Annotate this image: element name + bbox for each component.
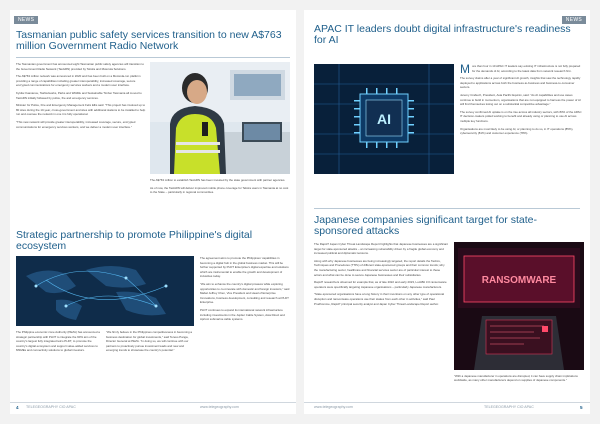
digital-world-map-image [16, 256, 194, 326]
article-body-philippines-col2: "We firmly believe in the Philippines competitiveness in becoming a business destination for global investments," said Tereso Panga, Director General at PEZA. "In doing so, we will continue with our partners to proactively pursue investment leads and new and emerging trends to showcase the country's potential." [106, 330, 192, 353]
dropcap: M [460, 64, 470, 76]
divider [16, 57, 290, 58]
page-footer [10, 402, 296, 410]
publication-name: TELEGEOGRAPHY CIO APAC [26, 405, 76, 409]
article-headline-tasmania: Tasmanian public safety services transition to new A$763 million Government Radio Network [16, 29, 282, 53]
photo-digital-map [16, 256, 194, 326]
article-body-japan: The Rapid7 Japan Cyber Threat Landscape Report highlights that Japanese businesses are a significant target for state-sponsored attacks – an increasing vulnerability driven by a fragile global economy and increased political and diplomatic tensions. Along with why Japanese businesses are being increasingly targeted, the report details the Tactics, Techniques and Procedures (TTPs) of different state-sponsored groups and their common trends; why the manufacturing sector, healthcare and financial services sector are of particular interest to these actors and what can be done to secure Japanese businesses and their subsidiaries. Rapid7 researchers observed for example that, as of late 2022 and early 2023, LockBit 3.0 ransomware operators were specifically targeting Japanese organisations – particularly Japanese manufacturers. "State-sponsored organisations have a long history in their inventions on any other type of operational disruption and ransomware operations use their stakes from each other in activities," said Paul Prudhomme, Rapid7 principal security analyst and Japan Cyber Threat Landscape Report author. [314, 242, 448, 306]
page-number: 4 [16, 405, 19, 410]
page-number: 5 [580, 405, 583, 410]
section-tag: NEWS [14, 16, 38, 24]
article-body-philippines-col1: The Philippine economic zone Authority (PEZA) has announced a strategic partnership with PLDT to integrate the 90% aim of the country's largest fully integrated telco PLDT, to promote the country's digital ecosystem and support value-added services to MSMEs and connectivity solutions to global investors. [16, 330, 100, 353]
ransomware-image [454, 242, 584, 370]
ransomware-label: RANSOMWARE [481, 275, 557, 286]
article-body-tasmania-col1: The Tasmanian government has announced eight Tasmanian public safety agencies will transition to the Government Radio Network (TasGRN) provided by Telstra and Motorola Solutions. The A$763 million network was announced in 2020 and has been built on a Motorola-run platform providing a range of capabilities including greater interoperability, increased coverage, secure encrypted communications for emergency services workers and a modern user interface. Kyidia Ouananou, TasNetworks, Parks and Wildlife and Sustainable Timber Tasmania all moved to TasGRN initially followed by police, fire and emergency services. Minister for Police, Fire and Emergency Management Felix Ellis said: "This project has involved up to 80 sites during the 10-year, cross-government and sites with additional stations to be installed to help run and oversee the network in one it is fully operational. "This new network will provide greater interoperability, increased coverage, secure, encrypted communications for emergency services workers, and we deliver a modern user interface." [16, 62, 146, 129]
left-page [10, 10, 296, 414]
page-footer [304, 402, 590, 410]
section-tag: NEWS [562, 16, 586, 24]
article-headline-japan: Japanese companies significant target for state-sponsored attacks [314, 214, 537, 238]
article-headline-philippines: Strategic partnership to promote Philippine's digital ecosystem [16, 229, 253, 253]
photo-police-officer [150, 62, 290, 174]
svg-text:AI: AI [377, 111, 391, 127]
article-headline-apac-ai: APAC IT leaders doubt digital infrastructure's readiness for AI [314, 23, 571, 47]
article-body-philippines-col3: The agreement aims to promote the Philippines' capabilities in becoming a digital hub in the global business market. This will be further supported by PLDT Enterprise's digital expertise and solutions which are instrumental to enable the growth and development of industries today. "We aim to enhance the country's digital prowess while exploring opportunities to co-innovate with domestic and foreign investors," said Mabel Jeffrey Chen, Vice President and Head of Enterprise Innovations, business development, consulting and research at PLDT Enterprise. PLDT continues to expand its international network infrastructure including investments in the Jupiter Cable System, Asia Direct and Apricot submarine cable systems. [200, 256, 290, 322]
article-body-apac-ai: M ore than four in 10 APAC IT leaders say existing IT infrastructure is not fully prepared for the demands of AI, according to the latest data from network research firm. The survey claims after a year of significant AI growth, insights that saw the technology rapidly deployed to applications across both the business-to-business and business-to-consumer sectors. Jeremy Crabuch, President, Asia Pacific Equinix, said: "As AI capabilities and use cases continue to build in momentum, organisations that are not equipped to harness the power of AI will find themselves losing out on a substantial competitive advantage." The survey confirmed AI uptake is on the rise across all industry sectors, with 83% of the APAC IT decision-makers polled working to benefit and already using or planning to use AI across multiple key functions. Organisations are most likely to be using AI, or planning to do so, in IT operations (85%), cybersecurity (81%) and customer experience (78%). [460, 64, 582, 136]
divider [314, 208, 580, 209]
right-page [304, 10, 590, 414]
website: www.telegeography.com [314, 405, 353, 409]
article-body-tasmania-col2: The A$763 million to establish TasGRN has been invested by the state government with partner agencies. As of now, the TasGRN will deliver improved mobile phone coverage for Telstra users in Tasmania at no cost to the State – particularly in regional communities. [150, 178, 289, 195]
photo-ai-chip [314, 64, 454, 174]
publication-name: TELEGEOGRAPHY CIO APAC [484, 405, 534, 409]
ai-chip-image [314, 64, 454, 174]
website: www.telegeography.com [200, 405, 239, 409]
photo-ransomware [454, 242, 584, 370]
pull-quote-japan: "With a Japanese manufacturer in operations are disrupted, it can have supply chain implications worldwide, as many other manufacturers depend on supplies of Japanese components." [454, 374, 578, 383]
police-officer-image [150, 62, 290, 174]
